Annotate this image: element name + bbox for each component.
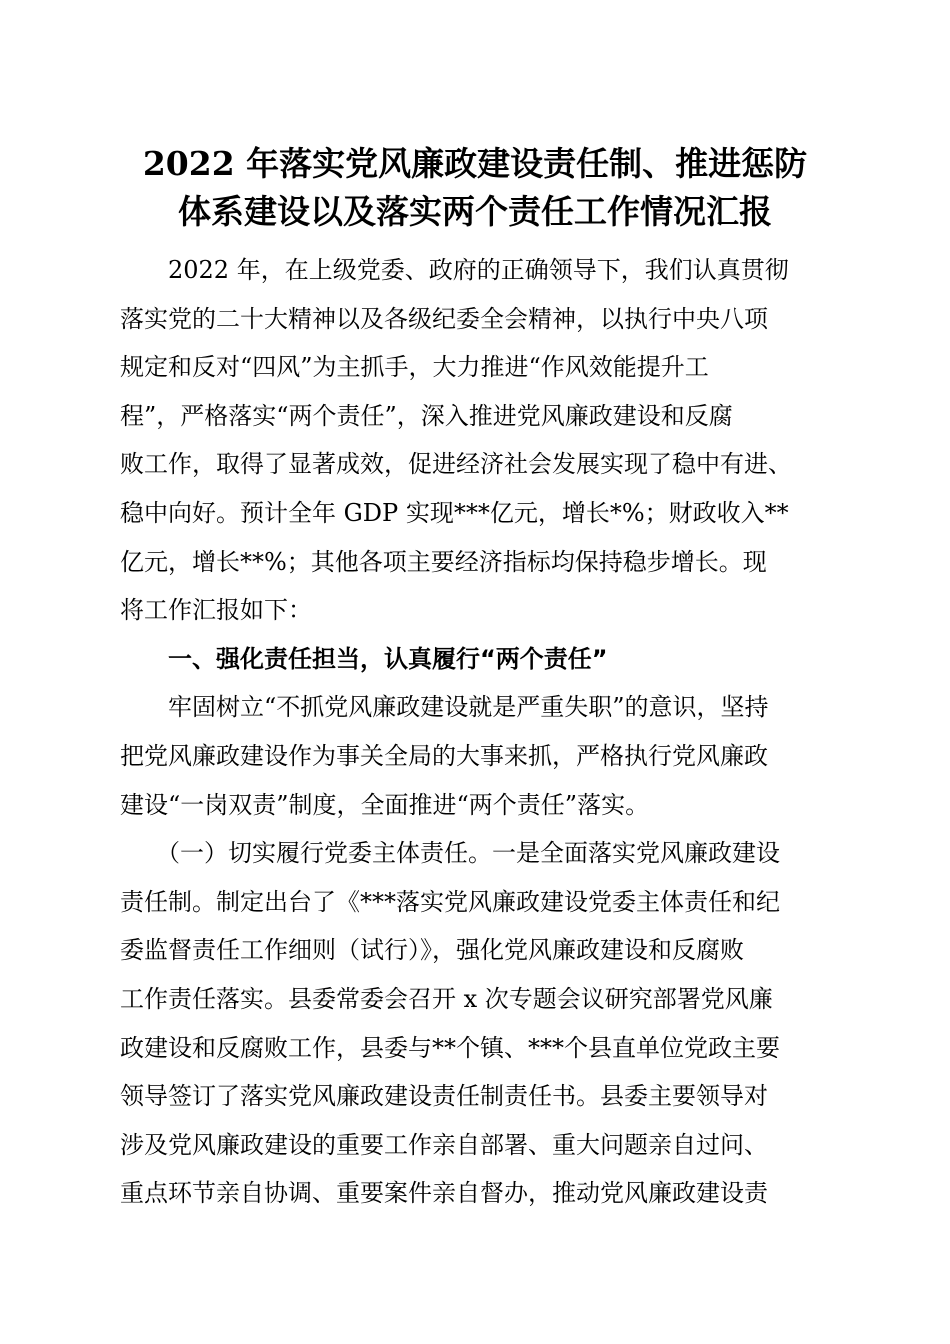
paragraph-line: 败工作，取得了显著成效，促进经济社会发展实现了稳中有进、: [120, 450, 792, 479]
document-title: [100, 140, 850, 236]
paragraph-line: 涉及党风廉政建设的重要工作亲自部署、重大问题亲自过问、: [120, 1130, 768, 1159]
paragraph-line: 稳中向好。预计全年 GDP 实现***亿元，增长*%；财政收入**: [120, 498, 789, 527]
paragraph-line: 将工作汇报如下：: [120, 596, 312, 625]
paragraph-line: 亿元，增长**%；其他各项主要经济指标均保持稳步增长。现: [120, 547, 767, 576]
paragraph-line: （一）切实履行党委主体责任。一是全面落实党风廉政建设: [120, 839, 780, 868]
paragraph-line: 程”，严格落实“两个责任”，深入推进党风廉政建设和反腐: [120, 401, 733, 430]
title-line-1: 2022 年落实党风廉政建设责任制、推进惩防: [142, 144, 808, 183]
paragraph-line: 政建设和反腐败工作，县委与**个镇、***个县直单位党政主要: [120, 1033, 780, 1062]
paragraph-line: 规定和反对“四风”为主抓手，大力推进“作风效能提升工: [120, 353, 709, 382]
document-body: [120, 246, 840, 1218]
title-line-2: 体系建设以及落实两个责任工作情况汇报: [178, 192, 772, 231]
paragraph-line: 把党风廉政建设作为事关全局的大事来抓，严格执行党风廉政: [120, 741, 768, 770]
paragraph-line: 委监督责任工作细则（试行）》，强化党风廉政建设和反腐败: [120, 936, 744, 965]
paragraph-line: 重点环节亲自协调、重要案件亲自督办，推动党风廉政建设责: [120, 1179, 768, 1208]
paragraph-line: 牢固树立“不抓党风廉政建设就是严重失职”的意识，坚持: [120, 693, 769, 722]
paragraph-line: 2022 年，在上级党委、政府的正确领导下，我们认真贯彻: [120, 256, 789, 284]
paragraph-line: 领导签订了落实党风廉政建设责任制责任书。县委主要领导对: [120, 1082, 768, 1111]
section-heading: 一、强化责任担当，认真履行“两个责任”: [120, 644, 608, 673]
paragraph-line: 落实党的二十大精神以及各级纪委全会精神，以执行中央八项: [120, 304, 768, 333]
paragraph-line: 建设“一岗双责”制度，全面推进“两个责任”落实。: [120, 790, 650, 819]
paragraph-line: 责任制。制定出台了《***落实党风廉政建设党委主体责任和纪: [120, 887, 780, 916]
paragraph-line: 工作责任落实。县委常委会召开 x 次专题会议研究部署党风廉: [120, 984, 773, 1013]
